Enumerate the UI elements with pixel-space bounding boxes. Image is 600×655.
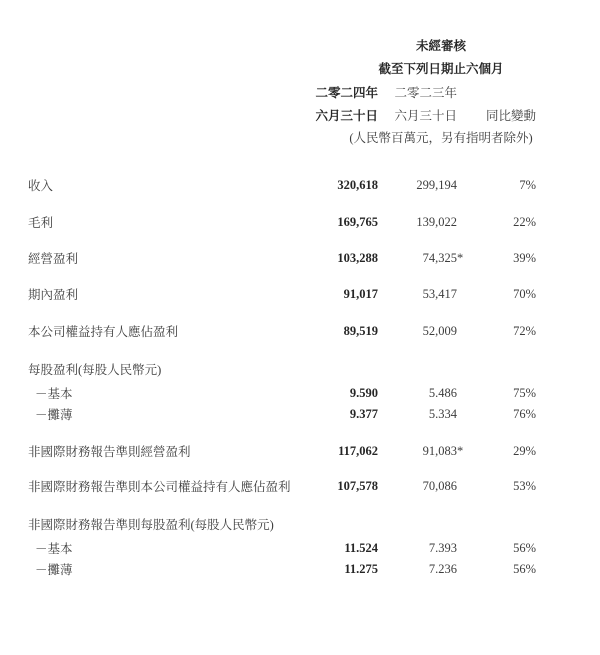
value-2023: 53,417	[422, 286, 457, 301]
value-2023: 5.486	[428, 385, 457, 400]
column-header-date-2023: 六月三十日	[394, 109, 457, 123]
column-header-year-2023: 二零二三年	[394, 86, 457, 100]
row-label: －攤薄	[35, 563, 73, 577]
value-2024: 169,765	[337, 214, 378, 229]
table-section-nonifrs-eps	[28, 514, 536, 534]
value-2024: 9.377	[349, 406, 378, 421]
value-2023: 74,325*	[422, 250, 464, 265]
row-label: 本公司權益持有人應佔盈利	[28, 325, 179, 339]
row-label: －攤薄	[35, 408, 73, 422]
audit-status-heading: 未經審核	[415, 39, 466, 53]
table-row-profit-attributable	[28, 321, 536, 341]
column-header-date-2024: 六月三十日	[315, 109, 378, 123]
value-2024: 91,017	[343, 286, 378, 301]
currency-unit-note: (人民幣百萬元，另有指明者除外)	[349, 131, 533, 145]
table-row-eps-diluted	[28, 404, 536, 424]
year-header-row	[28, 81, 536, 103]
yoy-change: 76%	[513, 406, 536, 421]
row-label: 非國際財務報告準則本公司權益持有人應佔盈利	[28, 480, 291, 494]
row-label: －基本	[35, 542, 73, 556]
row-label: 收入	[28, 179, 54, 193]
value-2024: 103,288	[337, 250, 378, 265]
row-label: 期內盈利	[28, 288, 79, 302]
table-row-nonifrs-eps-basic	[28, 538, 536, 558]
yoy-change: 72%	[513, 323, 536, 338]
value-2024: 89,519	[343, 323, 378, 338]
table-row-profit-for-period	[28, 284, 536, 304]
column-header-year-2024: 二零二四年	[315, 86, 378, 100]
value-2023: 91,083*	[422, 443, 464, 458]
yoy-change: 70%	[513, 286, 536, 301]
value-2024: 117,062	[338, 443, 378, 458]
value-2023: 7.393	[428, 540, 457, 555]
yoy-change: 29%	[513, 443, 536, 458]
row-label: 毛利	[28, 216, 54, 230]
yoy-change: 7%	[519, 177, 536, 192]
table-section-eps	[28, 359, 536, 379]
value-2024: 9.590	[349, 385, 378, 400]
table-row-eps-basic	[28, 383, 536, 403]
value-2023: 5.334	[428, 406, 457, 421]
yoy-change: 39%	[513, 250, 536, 265]
value-2023: 52,009	[422, 323, 457, 338]
value-2023: 70,086	[422, 478, 457, 493]
date-header-row	[28, 104, 536, 126]
value-2024: 11.524	[344, 540, 378, 555]
table-row-operating-profit	[28, 248, 536, 268]
row-label: 經營盈利	[28, 252, 79, 266]
column-header-yoy-change: 同比變動	[485, 109, 536, 123]
section-label: 非國際財務報告準則每股盈利(每股人民幣元)	[28, 518, 274, 532]
yoy-change: 22%	[513, 214, 536, 229]
value-2024: 11.275	[344, 561, 378, 576]
value-2023: 139,022	[416, 214, 457, 229]
value-2024: 320,618	[337, 177, 378, 192]
table-row-nonifrs-eps-diluted	[28, 559, 536, 579]
value-2024: 107,578	[337, 478, 378, 493]
yoy-change: 56%	[513, 540, 536, 555]
row-label: 非國際財務報告準則經營盈利	[28, 445, 191, 459]
yoy-change: 56%	[513, 561, 536, 576]
yoy-change: 53%	[513, 478, 536, 493]
yoy-change: 75%	[513, 385, 536, 400]
table-row-revenue	[28, 175, 536, 195]
table-row-gross-profit	[28, 212, 536, 232]
table-row-nonifrs-profit-attributable	[28, 476, 536, 496]
row-label: －基本	[35, 387, 73, 401]
value-2023: 7.236	[428, 561, 457, 576]
period-heading: 截至下列日期止六個月	[378, 62, 504, 76]
table-row-nonifrs-operating-profit	[28, 441, 536, 461]
section-label: 每股盈利(每股人民幣元)	[28, 363, 162, 377]
value-2023: 299,194	[416, 177, 457, 192]
